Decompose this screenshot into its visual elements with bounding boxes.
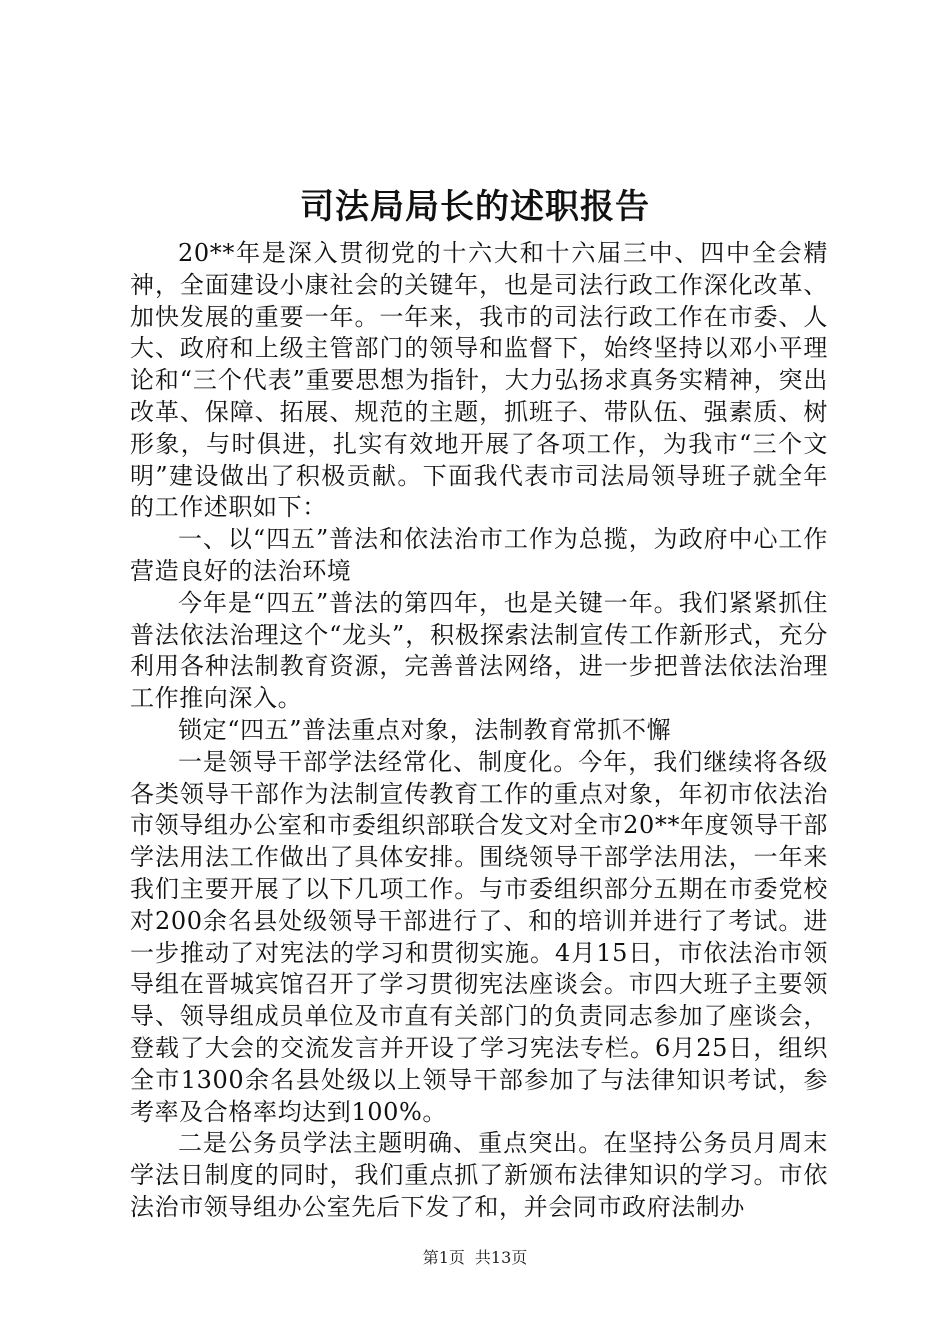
page-footer [0, 1247, 950, 1269]
paragraph-leaders: 一是领导干部学法经常化、制度化。今年，我们继续将各级各类领导干部作为法制宣传教育工作的重点对象，年初市依法治市领导组办公室和市委组织部联合发文对全市20**年度领导干部学法用法工作做出了具体安排。围绕领导干部学法用法，一年来我们主要开展了以下几项工作。与市委组织部分五期在市委党校对200余名县处级领导干部进行了、和的培训并进行了考试。进一步推动了对宪法的学习和贯彻实施。4月15日，市依法治市领导组在晋城宾馆召开了学习贯彻宪法座谈会。市四大班子主要领导、领导组成员单位及市直有关部门的负责同志参加了座谈会，登载了大会的交流发言并开设了学习宪法专栏。6月25日，组织全市1300余名县处级以上领导干部参加了与法律知识考试，参考率及合格率均达到100%。 [130, 747, 828, 1126]
section-heading-1: 一、以“四五”普法和依法治市工作为总揽，为政府中心工作营造良好的法治环境 [130, 525, 828, 585]
document-title: 司法局局长的述职报告 [300, 187, 650, 227]
document-body [130, 238, 828, 1224]
page-total: 共13页 [474, 1248, 528, 1267]
paragraph-section-1: 今年是“四五”普法的第四年，也是关键一年。我们紧紧抓住普法依法治理这个“龙头”，积极探索法制宣传工作新形式，充分利用各种法制教育资源，完善普法网络，进一步把普法依法治理工作推向深入。 [130, 588, 828, 713]
paragraph-intro: 20**年是深入贯彻党的十六大和十六届三中、四中全会精神，全面建设小康社会的关键年，也是司法行政工作深化改革、加快发展的重要一年。一年来，我市的司法行政工作在市委、人大、政府和上级主管部门的领导和监督下，始终坚持以邓小平理论和“三个代表”重要思想为指针，大力弘扬求真务实精神，突出改革、保障、拓展、规范的主题，抓班子、带队伍、强素质、树形象，与时俱进，扎实有效地开展了各项工作，为我市“三个文明”建设做出了积极贡献。下面我代表市司法局领导班子就全年的工作述职如下： [130, 239, 828, 522]
page-number: 第1页 [422, 1248, 465, 1267]
subheading: 锁定“四五”普法重点对象，法制教育常抓不懈 [178, 715, 672, 744]
paragraph-civil-servants: 二是公务员学法主题明确、重点突出。在坚持公务员月周末学法日制度的同时，我们重点抓了新颁布法律知识的学习。市依法治市领导组办公室先后下发了和，并会同市政府法制办 [130, 1129, 828, 1221]
